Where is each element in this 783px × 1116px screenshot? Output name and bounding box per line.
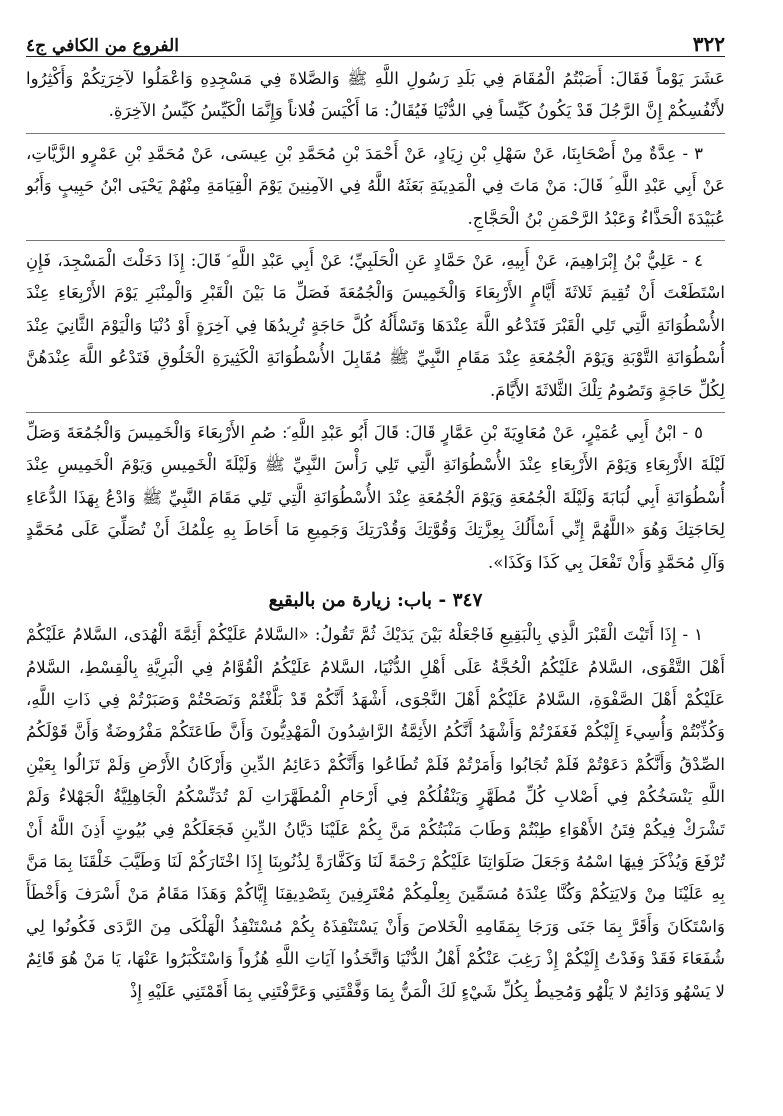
- hadith-3: ٣ - عِدَّةٌ مِنْ أَصْحَابِنَا، عَنْ سَهْلِ بْنِ زِيَادٍ، عَنْ أَحْمَدَ بْنِ مُحَمَّدِ بْنِ عِيسَى، عَنْ مُحَمَّدِ بْنِ عَمْرٍو الزَّيَّاتِ، عَنْ أَبِي عَبْدِ اللَّهِ ؑ قَالَ: مَنْ مَاتَ فِي الْمَدِينَةِ بَعَثَهُ اللَّهُ فِي الآمِنِينَ يَوْمَ الْقِيَامَةِ مِنْهُمْ يَحْيَى ابْنُ حَبِيبٍ وَأَبُو عُبَيْدَةَ الْحَذَّاءُ وَعَبْدُ الرَّحْمَنِ بْنُ الْحَجَّاجِ.: [26, 143, 725, 228]
- page-header: [26, 18, 725, 57]
- hadith-divider: [26, 133, 725, 134]
- hadith-divider: [26, 412, 725, 413]
- hadith-4: ٤ - عَلِيُّ بْنُ إِبْرَاهِيمَ، عَنْ أَبِيهِ، عَنْ حَمَّادٍ عَنِ الْحَلَبِيِّ؛ عَنْ أَبِي عَبْدِ اللَّهِ ؑ قَالَ: إِذَا دَخَلْتَ الْمَسْجِدَ، فَإِنِ اسْتَطَعْتَ أَنْ تُقِيمَ ثَلاثَةَ أَيَّامٍ الأَرْبِعَاءَ وَالْخَمِيسَ وَالْجُمُعَةَ فَصَلِّ مَا بَيْنَ الْقَبْرِ وَالْمِنْبَرِ يَوْمَ الأَرْبِعَاءِ عِنْدَ الأُسْطُوَانَةِ الَّتِي تَلِي الْقَبْرَ فَتَدْعُو اللَّهَ عِنْدَهَا وَتَسْأَلُهُ كُلَّ حَاجَةٍ تُرِيدُهَا فِي آخِرَةٍ أَوْ دُنْيَا وَالْيَوْمَ الثَّانِيَ عِنْدَ أُسْطُوَانَةِ التَّوْبَةِ وَيَوْمَ الْجُمُعَةِ عِنْدَ مَقَامِ النَّبِيِّ ﷺ مُقَابِلَ الأُسْطُوَانَةِ الْكَثِيرَةِ الْخَلُوقِ فَتَدْعُو اللَّهَ عِنْدَهُنَّ لِكُلِّ حَاجَةٍ وَتَصُومُ تِلْكَ الثَّلاثَةَ الأَيَّامَ.: [26, 251, 725, 400]
- hadith-divider: [26, 240, 725, 241]
- main-text: [26, 63, 725, 1008]
- running-title: الفروع من الكافي ج٤: [26, 36, 179, 56]
- hadith-5: ٥ - ابْنُ أَبِي عُمَيْرٍ، عَنْ مُعَاوِيَةَ بْنِ عَمَّارٍ قَالَ: قَالَ أَبُو عَبْدِ اللَّهِ ؑ: صُمِ الأَرْبِعَاءَ وَالْخَمِيسَ وَالْجُمُعَةَ وَصَلِّ لَيْلَةَ الأَرْبِعَاءِ وَيَوْمَ الأَرْبِعَاءِ عِنْدَ الأُسْطُوَانَةِ الَّتِي تَلِي رَأْسَ النَّبِيِّ ﷺ وَلَيْلَةَ الْخَمِيسِ وَيَوْمَ الْخَمِيسِ عِنْدَ أُسْطُوَانَةِ أَبِي لُبَابَةَ وَلَيْلَةَ الْجُمُعَةِ وَيَوْمَ الْجُمُعَةِ عِنْدَ الأُسْطُوَانَةِ الَّتِي تَلِي مَقَامَ النَّبِيِّ ﷺ وَادْعُ بِهَذَا الدُّعَاءِ لِحَاجَتِكَ وَهُوَ «اللَّهُمَّ إِنِّي أَسْأَلُكَ بِعِزَّتِكَ وَقُوَّتِكَ وَقُدْرَتِكَ وَجَمِيعِ مَا أَحَاطَ بِهِ عِلْمُكَ أَنْ تُصَلِّيَ عَلَى مُحَمَّدٍ وَآلِ مُحَمَّدٍ وَأَنْ تَفْعَلَ بِي كَذَا وَكَذَا».: [26, 423, 725, 572]
- chapter-hadith-1: ١ - إِذَا أَتَيْتَ الْقَبْرَ الَّذِي بِالْبَقِيعِ فَاجْعَلْهُ بَيْنَ يَدَيْكَ ثُمَّ تَقُولُ: «السَّلامُ عَلَيْكُمْ أَئِمَّةَ الْهُدَى، السَّلامُ عَلَيْكُمْ أَهْلَ التَّقْوَى، السَّلامُ عَلَيْكُمُ الْحُجَّةُ عَلَى أَهْلِ الدُّنْيَا، السَّلامُ عَلَيْكُمُ الْقُوَّامُ فِي الْبَرِيَّةِ بِالْقِسْطِ، السَّلامُ عَلَيْكُمْ أَهْلَ الصَّفْوَةِ، السَّلامُ عَلَيْكُمْ أَهْلَ النَّجْوَى، أَشْهَدُ أَنَّكُمْ قَدْ بَلَّغْتُمْ وَنَصَحْتُمْ وَصَبَرْتُمْ فِي ذَاتِ اللَّهِ، وَكُذِّبْتُمْ وَأُسِيءَ إِلَيْكُمْ فَغَفَرْتُمْ وَأَشْهَدُ أَنَّكُمُ الأَئِمَّةُ الرَّاشِدُونَ الْمَهْدِيُّونَ وَأَنَّ طَاعَتَكُمْ مَفْرُوضَةٌ وَأَنَّ قَوْلَكُمُ الصِّدْقُ وَأَنَّكُمْ دَعَوْتُمْ فَلَمْ تُجَابُوا وَأَمَرْتُمْ فَلَمْ تُطَاعُوا وَأَنَّكُمْ دَعَائِمُ الدِّينِ وَأَرْكَانُ الأَرْضِ وَلَمْ تَزَالُوا بِعَيْنِ اللَّهِ يَنْسَخُكُمْ فِي أَصْلابِ كُلِّ مُطَهَّرٍ وَيَنْقُلُكُمْ فِي أَرْحَامِ الْمُطَهَّرَاتِ لَمْ تُدَنِّسْكُمُ الْجَاهِلِيَّةُ الْجَهْلاءُ وَلَمْ تَشْرَكْ فِيكُمْ فِتَنُ الأَهْوَاءِ طِبْتُمْ وَطَابَ مَنْبَتُكُمْ مَنَّ بِكُمْ عَلَيْنَا دَيَّانُ الدِّينِ فَجَعَلَكُمْ فِي بُيُوتٍ أَذِنَ اللَّهُ أَنْ تُرْفَعَ وَيُذْكَرَ فِيهَا اسْمُهُ وَجَعَلَ صَلَوَاتِنَا عَلَيْكُمْ رَحْمَةً لَنَا وَكَفَّارَةً لِذُنُوبِنَا إِذَا اخْتَارَكُمْ لَنَا وَطَيَّبَ خَلْقَنَا بِمَا مَنَّ بِهِ عَلَيْنَا مِنْ وَلايَتِكُمْ وَكُنَّا عِنْدَهُ مُسَمِّينَ بِعِلْمِكُمْ مُعْتَرِفِينَ بِتَصْدِيقِنَا إِيَّاكُمْ وَهَذَا مَقَامُ مَنْ أَسْرَفَ وَأَخْطَأَ وَاسْتَكَانَ وَأَقَرَّ بِمَا جَنَى وَرَجَا بِمَقَامِهِ الْخَلاصَ وَأَنْ يَسْتَنْقِذَهُ بِكُمْ مُسْتَنْقِذُ الْهَلْكَى مِنَ الرَّدَى فَكُونُوا لِي شُفَعَاءَ فَقَدْ وَفَدْتُ إِلَيْكُمْ إِذْ رَغِبَ عَنْكُمْ أَهْلُ الدُّنْيَا وَاتَّخَذُوا آيَاتِ اللَّهِ هُزُواً وَاسْتَكْبَرُوا عَنْهَا، يَا مَنْ هُوَ قَائِمٌ لا يَسْهُو وَدَائِمٌ لا يَلْهُو وَمُحِيطٌ بِكُلِّ شَيْءٍ لَكَ الْمَنُّ بِمَا وَفَّقْتَنِي وَعَرَّفْتَنِي بِمَا أَقَمْتَنِي عَلَيْهِ إِذْ: [26, 625, 725, 1001]
- paragraph-continuation: عَشَرَ يَوْماً فَقَالَ: أَصَبْتُمُ الْمُقَامَ فِي بَلَدِ رَسُولِ اللَّهِ ﷺ وَالصَّلاةَ فِي مَسْجِدِهِ وَاعْمَلُوا لآخِرَتِكُمْ وَأَكْثِرُوا لأَنْفُسِكُمْ إِنَّ الرَّجُلَ قَدْ يَكُونُ كَيِّساً فِي الدُّنْيَا فَيُقَالُ: مَا أَكْيَسَ فُلاناً وَإِنَّمَا الْكَيِّسُ كَيِّسُ الآخِرَةِ.: [26, 69, 725, 121]
- chapter-heading: ٣٤٧ - باب: زيارة من بالبقيع: [268, 590, 483, 612]
- page-number: ٣٢٢: [692, 32, 725, 56]
